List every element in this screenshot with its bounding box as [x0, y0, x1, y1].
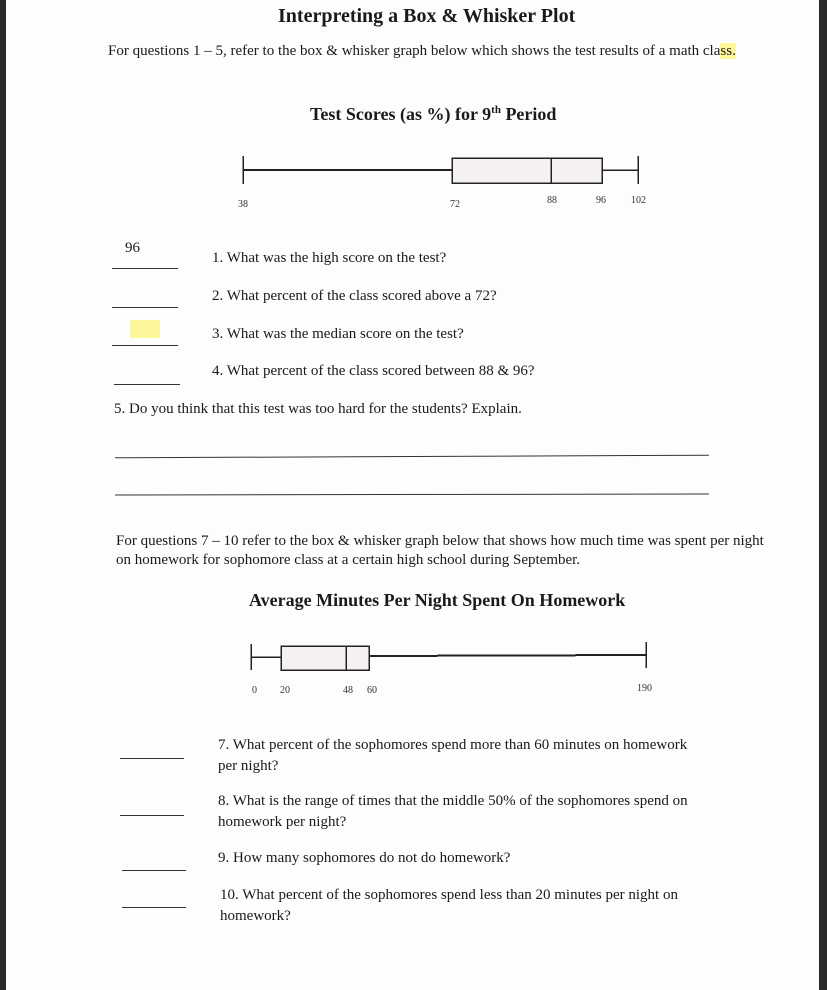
page-title: Interpreting a Box & Whisker Plot	[278, 5, 576, 27]
question-3: 3. What was the median score on the test?	[212, 326, 464, 342]
chart2-tick-48: 48	[343, 685, 353, 696]
chart1-boxplot	[226, 150, 666, 220]
highlighted-text: ss.	[720, 43, 736, 59]
answer-blank-8[interactable]	[120, 815, 184, 816]
question-10: 10. What percent of the sophomores spend less than 20 minutes per night on homework?	[220, 887, 678, 924]
chart1-tick-72: 72	[450, 199, 460, 210]
chart2-whisker-right	[369, 655, 646, 656]
worksheet-page	[6, 0, 819, 990]
answer-blank-9[interactable]	[122, 870, 186, 871]
chart2-tick-20: 20	[280, 685, 290, 696]
highlight-mark	[130, 320, 160, 338]
answer-blank-10[interactable]	[122, 907, 186, 908]
question-2: 2. What percent of the class scored above a 72?	[212, 288, 497, 304]
question-1: 1. What was the high score on the test?	[212, 250, 447, 266]
chart2-title: Average Minutes Per Night Spent On Homework	[249, 590, 626, 610]
chart2-boxplot	[241, 635, 661, 705]
answer-blank-4[interactable]	[114, 384, 180, 385]
chart1-tick-88: 88	[547, 195, 557, 206]
answer-blank-1[interactable]	[112, 268, 178, 269]
chart1-tick-96: 96	[596, 195, 606, 206]
chart1-tick-38: 38	[238, 199, 248, 210]
answer-line-5a[interactable]	[115, 455, 709, 459]
chart2-tick-60: 60	[367, 685, 377, 696]
answer-1: 96	[125, 240, 140, 256]
question-4: 4. What percent of the class scored between 88 & 96?	[212, 363, 535, 379]
intro-text-2: For questions 7 – 10 refer to the box & whisker graph below that shows how much time was spent per night on homework for sophomore class at a certain high school during September.	[116, 533, 764, 568]
question-5: 5. Do you think that this test was too hard for the students? Explain.	[114, 401, 522, 417]
question-8: 8. What is the range of times that the middle 50% of the sophomores spend on homework per night?	[218, 793, 688, 830]
chart1-box	[452, 158, 602, 183]
answer-blank-7[interactable]	[120, 758, 184, 759]
answer-line-5b[interactable]	[115, 493, 709, 495]
chart2-tick-0: 0	[252, 685, 257, 696]
answer-blank-3[interactable]	[112, 345, 178, 346]
chart2-box	[281, 646, 369, 670]
chart1-title: Test Scores (as %) for 9th Period	[310, 104, 557, 124]
answer-blank-2[interactable]	[112, 307, 178, 308]
chart2-tick-190: 190	[637, 683, 652, 694]
intro-text-1: For questions 1 – 5, refer to the box & whisker graph below which shows the test results of a math class.	[108, 43, 736, 59]
chart1-tick-102: 102	[631, 195, 646, 206]
question-9: 9. How many sophomores do not do homework?	[218, 850, 511, 866]
question-7: 7. What percent of the sophomores spend more than 60 minutes on homework per night?	[218, 737, 688, 774]
